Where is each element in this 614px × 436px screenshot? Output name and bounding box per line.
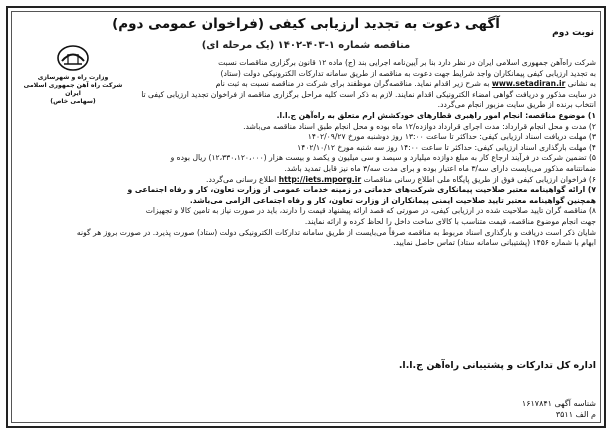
org-type: (سهامی خاص)	[50, 98, 96, 105]
intro-line-1: شرکت راه‌آهن جمهوری اسلامی ایران در نظر دارد بنا بر آیین‌نامه اجرایی بند (ج) ماده ۱۲ قانون برگزاری مناقصات نسبت	[218, 58, 596, 67]
item-domestic-goods-line-1: ۸) مناقصه گران تایید صلاحیت شده در ارزیابی کیفی، در صورتی که قصد ارائه پیشنهاد قیمت را دارند، باید در صورت نیاز به تامین کالا و تجهیزات	[145, 206, 596, 216]
setad-website-link[interactable]: www.setadiran.ir	[491, 79, 566, 89]
org-company: شرکت راه آهن جمهوری اسلامی ایران	[23, 82, 123, 97]
iets-website-link[interactable]: http://iets.mporg.ir	[278, 174, 362, 184]
intro-line-3	[132, 79, 596, 90]
notice-id: شناسه آگهی ۱۶۱۷۸۴۱	[521, 399, 596, 408]
intro-line-3-start: به نشانی	[567, 79, 596, 89]
org-ministry: وزارت راه و شهرسازی	[37, 74, 109, 81]
item-domestic-goods-line-2: جهت انجام موضوع مناقصه، قیمت متناسب با کالای ساخت داخل را لحاظ کرده و ارائه نمایند.	[304, 216, 596, 226]
item-duration: ۲) مدت و محل انجام قرارداد: مدت اجرای قرارداد دوازده/۱۲ ماه بوده و محل انجام طبق اسناد مناقصه می‌باشد.	[243, 121, 596, 131]
item-subject: ۱) موضوع مناقصه: انجام امور راهبری قطارهای خودکشش ارم متعلق به راه‌آهن ج.ا.ا.	[276, 110, 596, 120]
signature-department: اداره کل تدارکات و پشتیبانی راه‌آهن ج.ا.ا.	[398, 360, 596, 371]
note-line-2: ابهام با شماره ۱۴۵۶ (پشتیبانی سامانه ستاد) تماس حاصل نمایید.	[393, 238, 596, 248]
mim-alef-number: م الف ۳۵۱۱	[555, 410, 596, 419]
note-line-1: شایان ذکر است دریافت و بارگذاری اسناد مربوط به مناقصه صرفاً می‌بایست از طریق سامانه تدارکات الکترونیکی دولت (ستاد) صورت پذیرد. در صورت بروز هر گونه	[76, 227, 596, 237]
tender-number: مناقصه شماره ۱-۴۰۳-۱۴۰۲ (یک مرحله ای)	[201, 40, 411, 51]
notice-body	[16, 58, 596, 249]
notice-title: آگهی دعوت به تجدید ارزیابی کیفی (فراخوان عمومی دوم)	[112, 16, 500, 32]
intro-line-3-end: به شرح زیر اقدام نماید. مناقصه‌گران موظفند برای شرکت در مناقصه نسبت به ثبت نام	[215, 79, 490, 89]
item-guarantee-line-1: ۵) تضمین شرکت در فرآیند ارجاع کار به مبلغ دوازده میلیارد و سیصد و سی میلیون و یکصد و بیست هزار (۱۲،۳۳۰،۱۲۰،۰۰۰) ریال بوده و	[170, 153, 596, 163]
item-document-deadline: ۳) مهلت دریافت اسناد ارزیابی کیفی: حداکثر تا ساعت ۱۳:۰۰ روز دوشنبه مورخ ۱۴۰۲/۰۹/۲۷	[307, 132, 596, 142]
notice-ids	[522, 398, 596, 420]
intro-line-5: انتخاب برنده از طریق سایت مزبور انجام می‌گردد.	[437, 100, 596, 110]
item-national-portal-end: اطلاع رسانی می‌گردد.	[206, 174, 277, 184]
round-label: نوبت دوم	[552, 28, 594, 38]
intro-line-2: به تجدید ارزیابی کیفی پیمانکاران واجد شرایط جهت دعوت به مناقصه از طریق سامانه تدارکات الکترونیکی دولت (ستاد)	[220, 68, 596, 78]
intro-line-4: در سایت مذکور و دریافت گواهی امضاء الکترونیکی اقدام نمایند. لازم به ذکر است کلیه مراحل برگزاری مناقصه از فراخوان تجدید ارزیابی کیفی تا	[141, 89, 596, 99]
item-national-portal-text: ۶) فراخوان ارزیابی کیفی فوق از طریق پایگاه ملی اطلاع رسانی مناقصات	[363, 174, 596, 184]
item-national-portal	[16, 175, 596, 186]
item-certificate-line-1: ۷) ارائه گواهینامه معتبر صلاحیت پیمانکاری شرکت‌های خدماتی در زمینه خدمات عمومی از وزارت تعاون، کار و رفاه اجتماعی و	[127, 185, 596, 195]
item-certificate-line-2: همچنین گواهینامه معتبر تایید صلاحیت ایمنی پیمانکاران از وزارت تعاون، کار و رفاه اجتماعی الزامی می‌باشد.	[189, 195, 596, 205]
notice-frame	[6, 6, 606, 428]
item-guarantee-line-2: ضمانتنامه مذکور می‌بایست دارای سه/۳ ماه اعتبار بوده و برای مدت سه/۳ ماه نیز قابل تمدید باشد.	[284, 163, 596, 173]
item-upload-deadline: ۴) مهلت بارگذاری اسناد ارزیابی کیفی: حداکثر تا ساعت ۱۴:۰۰ روز سه شنبه مورخ ۱۴۰۲/۱۰/۱۲	[297, 142, 596, 152]
